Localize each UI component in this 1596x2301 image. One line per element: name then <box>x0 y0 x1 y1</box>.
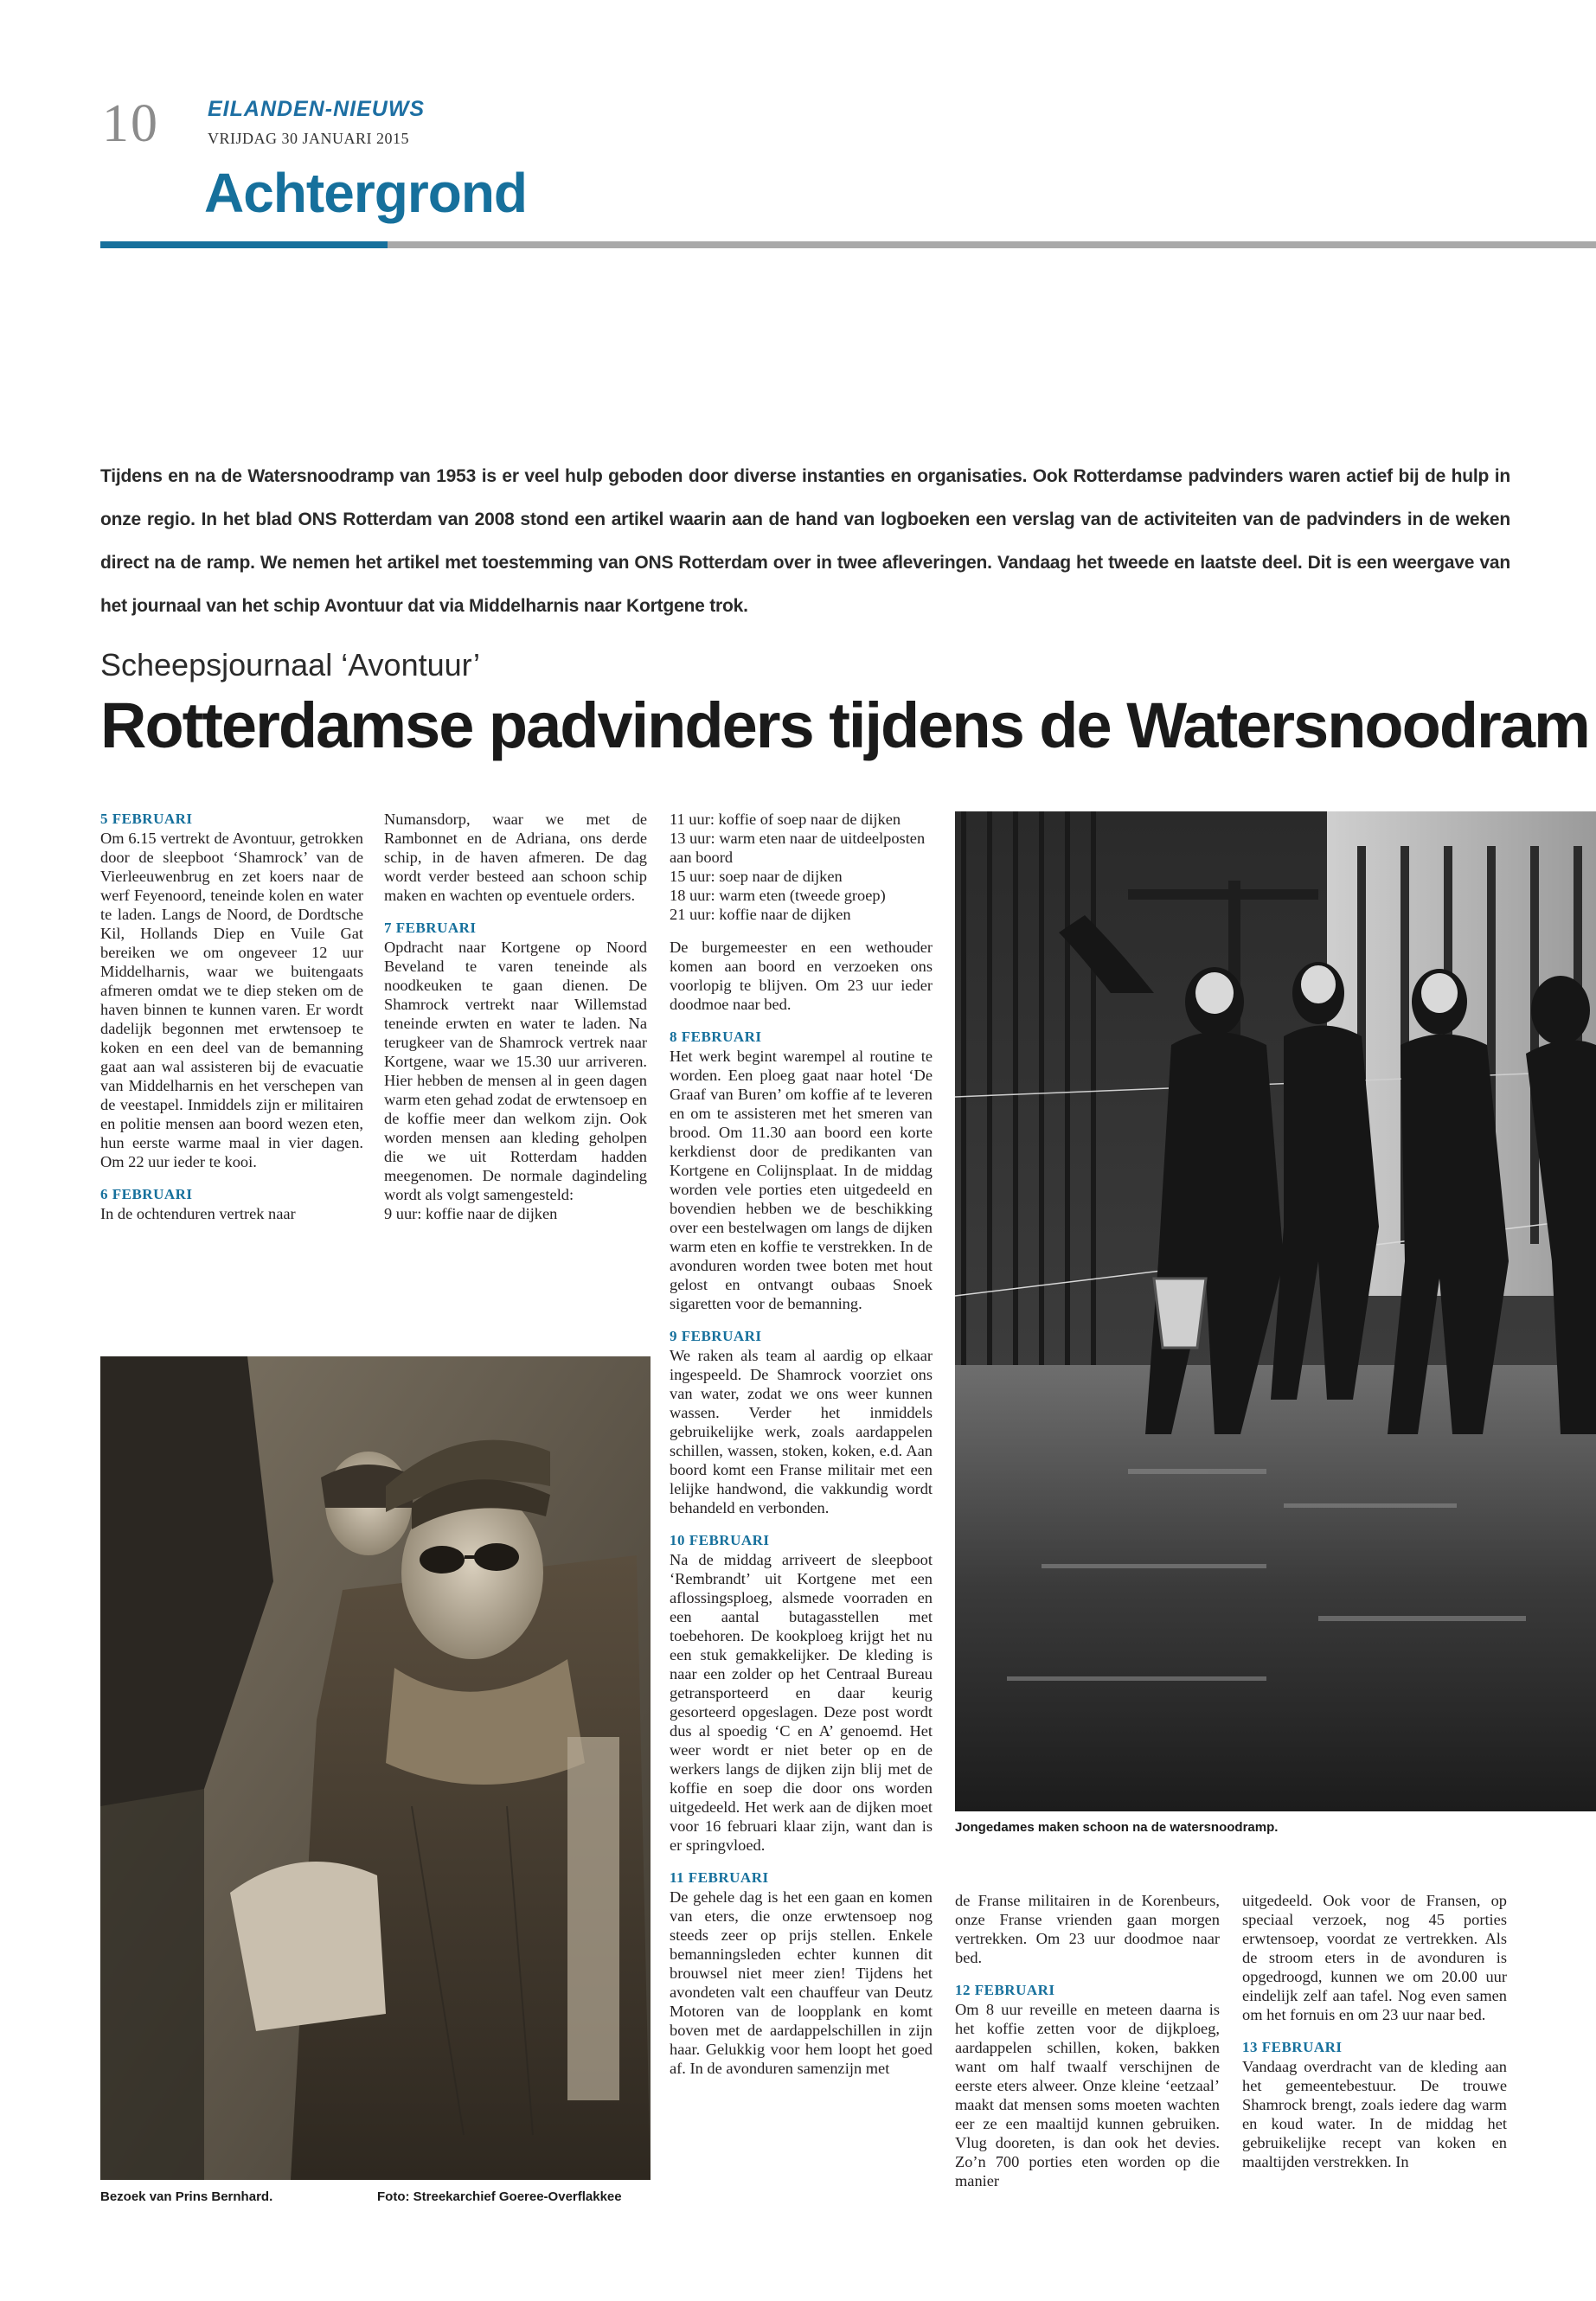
paragraph: Opdracht naar Kortgene op Noord Beveland te varen teneinde als noodkeuken te gaan dienen. De Shamrock vertrekt naar Willemstad teneinde erwten en water te laden. Na terugkeer van de Shamrock vertrek naar Kortgene, waar we 15.30 uur arriveren. Hier hebben de mensen al in geen dagen warm eten gehad zodat de erwtensoep en de koffie meer dan welkom zijn. Ook worden mensen aan kleding geholpen die we uit Rotterdam hadden meegenomen. De normale dagindeling wordt als volgt samengesteld: <box>384 939 647 1203</box>
issue-date: VRIJDAG 30 JANUARI 2015 <box>208 130 410 147</box>
paragraph: De burgemeester en een wethouder komen aan boord en verzoeken ons voorlopig te blijven. Om 23 uur ieder doodmoe naar bed. <box>670 939 933 1013</box>
photo-credit: Foto: Streekarchief Goeree-Overflakkee <box>377 2189 622 2204</box>
text-column-4 <box>955 1891 1220 2204</box>
date-heading: 12 FEBRUARI <box>955 1982 1055 1998</box>
paragraph: Na de middag arriveert de sleepboot ‘Rembrandt’ uit Kortgene met een aflossingsploeg, alsmede voorraden en een aantal butagasstellen met toebehoren. De kookploeg krijgt het nu een stuk gemakkelijker. De kleding is naar een zolder op het Centraal Bureau getransporteerd en daar keurig gesorteerd opgeslagen. Deze post wordt dus al spoedig ‘C en A’ genoemd. Het weer wordt er niet beter op en de werkers langs de dijken zijn blij met de koffie en soep die door ons worden uitgedeeld. Het werk aan de dijken moet voor 16 februari klaar zijn, want dan is er springvloed. <box>670 1551 933 1854</box>
date-heading: 10 FEBRUARI <box>670 1532 770 1548</box>
date-heading: 8 FEBRUARI <box>670 1029 762 1045</box>
paragraph: Vandaag overdracht van de kleding aan het gemeentebestuur. De trouwe Shamrock brengt, zoals iedere dag warm en koud water. In de middag het gebruikelijke recept van koken en maaltijden verstrekken. In <box>1242 2058 1507 2170</box>
schedule-line: 13 uur: warm eten naar de uitdeelposten aan boord <box>670 830 926 866</box>
paragraph: In de ochtenduren vertrek naar <box>100 1205 296 1222</box>
paragraph: Het werk begint warempel al routine te worden. Een ploeg gaat naar hotel ‘De Graaf van Buren’ om koffie af te leveren en om te assisteren met het smeren van brood. Om 11.30 aan boord een korte kerkdienst door de predikanten van Kortgene en Colijnsplaat. In de middag worden vele porties eten uitgedeeld en bovendien hebben we de beschikking over een bestelwagen om langs de dijken warm eten en koffie te verstrekken. In de avonduren worden twee boten met hout gelost en ontvangt oubaas Snoek sigaretten voor de bemanning. <box>670 1048 933 1312</box>
schedule-line: 18 uur: warm eten (tweede groep) <box>670 887 886 904</box>
date-heading: 13 FEBRUARI <box>1242 2039 1343 2055</box>
article-kicker: Scheepsjournaal ‘Avontuur’ <box>100 647 480 683</box>
page-number: 10 <box>102 94 159 153</box>
date-heading: 11 FEBRUARI <box>670 1869 769 1886</box>
date-heading: 7 FEBRUARI <box>384 920 477 936</box>
date-heading: 5 FEBRUARI <box>100 811 193 827</box>
text-column-3 <box>670 810 933 2092</box>
paragraph: de Franse militairen in de Korenbeurs, onze Franse vrienden gaan morgen vertrekken. Om 23 uur doodmoe naar bed. <box>955 1892 1220 1966</box>
schedule-line: 15 uur: soep naar de dijken <box>670 868 843 885</box>
schedule-line: 21 uur: koffie naar de dijken <box>670 906 851 923</box>
header-rule-accent <box>100 241 388 248</box>
paragraph: Numansdorp, waar we met de Rambonnet en de Adriana, ons derde schip, in de haven afmeren. De dag wordt verder besteed aan schoon schip maken en wachten op eventuele orders. <box>384 811 647 904</box>
text-column-5 <box>1242 1891 1507 2185</box>
paragraph: Om 6.15 vertrekt de Avontuur, getrokken door de sleepboot ‘Shamrock’ van de Vierleeuwenbrug en zet koers naar de werf Feyenoord, teneinde kolen en water te laden. Langs de Noord, de Dordtsche Kil, Hollands Diep en Vuile Gat bereiken we om ongeveer 12 uur Middelharnis, waar we buitengaats afmeren omdat we te diep steken om de haven binnen te kunnen varen. Er wordt dadelijk begonnen met erwtensoep te koken en een deel van de bemanning gaat aan wal assisteren bij de evacuatie van Middelharnis en het verschepen van de veestapel. Inmiddels zijn er militairen en politie mensen aan boord wezen eten, hun eerste warme maal in vier dagen. Om 22 uur ieder te kooi. <box>100 830 363 1170</box>
schedule-line: 9 uur: koffie naar de dijken <box>384 1205 558 1222</box>
article-headline: Rotterdamse padvinders tijdens de Watersnoodram <box>100 689 1589 761</box>
paragraph: We raken als team al aardig op elkaar ingespeeld. De Shamrock voorziet ons van water, zodat we ons weer kunnen wassen. Verder het inmiddels gebruikelijke werk, zoals aardappelen schillen, wassen, stoken, koken, e.d. Aan boord komt een Franse militair met een lelijke handwond, die vakkundig wordt behandeld en verbonden. <box>670 1347 933 1516</box>
article-intro: Tijdens en na de Watersnoodramp van 1953 is er veel hulp geboden door diverse instanties en organisaties. Ook Rotterdamse padvinders waren actief bij de hulp in onze regio. In het blad ONS Rotterdam van 2008 stond een artikel waarin aan de hand van logboeken een verslag van de activiteiten van de padvinders in de weken direct na de ramp. We nemen het artikel met toestemming van ONS Rotterdam over in twee afleveringen. Vandaag het tweede en laatste deel. Dit is een weergave van het journaal van het schip Avontuur dat via Middelharnis naar Kortgene trok. <box>100 466 1510 616</box>
paragraph: uitgedeeld. Ook voor de Fransen, op speciaal verzoek, nog 45 porties erwtensoep, voordat ze vertrekken. Als de stroom eters in de avonduren is opgedroogd, kunnen we om 20.00 uur eindelijk zelf aan tafel. Nog even samen om het fornuis en om 23 uur naar bed. <box>1242 1892 1507 2023</box>
text-column-2 <box>384 810 647 1223</box>
photo-caption-prince: Bezoek van Prins Bernhard. <box>100 2189 273 2204</box>
schedule-line: 11 uur: koffie of soep naar de dijken <box>670 811 901 828</box>
text-column-1 <box>100 810 363 1237</box>
photo-caption-women: Jongedames maken schoon na de watersnoodramp. <box>955 1820 1279 1835</box>
schedule-list <box>670 810 933 924</box>
date-heading: 9 FEBRUARI <box>670 1328 762 1344</box>
section-title: Achtergrond <box>204 162 527 224</box>
paragraph: Om 8 uur reveille en meteen daarna is het koffie zetten voor de dijkploeg, aardappelen schillen, koken, bakken want om half twaalf verschijnen de eerste eters alweer. Onze kleine ‘eetzaal’ maakt dat mensen soms moeten wachten eer ze een maaltijd kunnen gebruiken. Vlug dooreten, is dan ook het devies. Zo’n 700 porties eten worden op die manier <box>955 2001 1220 2189</box>
photo-prince-bernhard <box>100 1356 651 2180</box>
masthead-logo: EILANDEN-NIEUWS <box>208 97 426 121</box>
date-heading: 6 FEBRUARI <box>100 1186 193 1202</box>
photo-women-cleaning <box>955 811 1596 1811</box>
paragraph: De gehele dag is het een gaan en komen van eters, die onze erwtensoep nog steeds zeer op prijs stellen. Enkele bemanningsleden echter kunnen dit brouwsel niet meer zien! Tijdens het avondeten valt een chauffeur van Deutz Motoren van de loopplank en komt boven met de aardappelschillen in zijn haar. Gelukkig voor hem loopt het goed af. In de avonduren samenzijn met <box>670 1888 933 2077</box>
